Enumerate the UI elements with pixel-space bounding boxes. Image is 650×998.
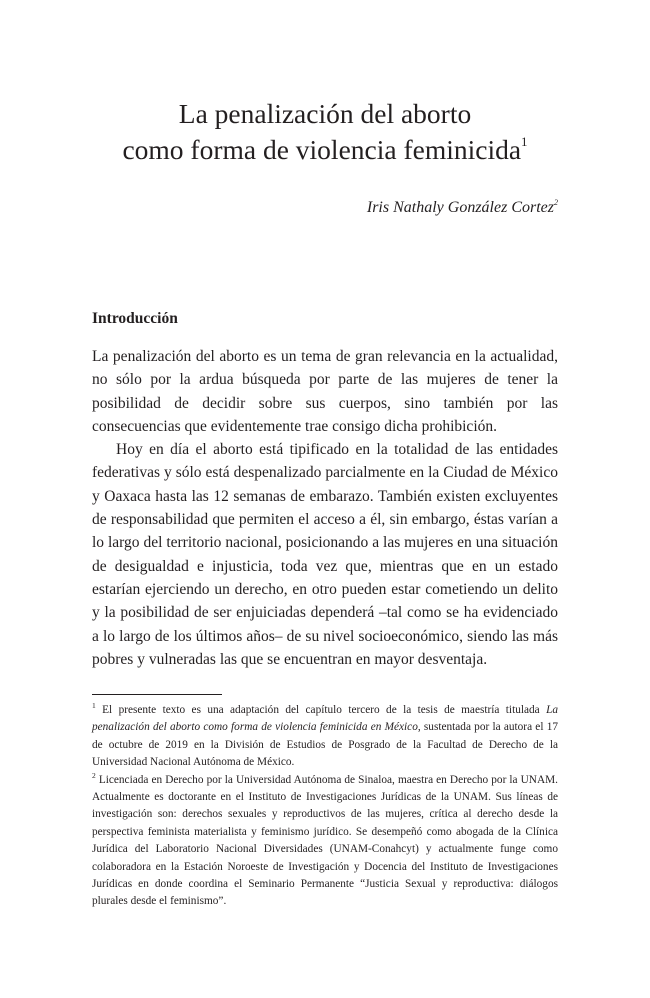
footnote-2-text: Licenciada en Derecho por la Universidad Autónoma de Sinaloa, maestra en Derecho por la UNAM. Actualmente es doctorante en el Instituto de Investigaciones Jurídicas de la UNAM. Sus líneas de investigación son: derechos sexuales y reproductivos de las mujeres, crítica al derecho desde la perspectiva feminista materialista y feminismo jurídico. Se desempeñó como abogada de la Clínica Jurídica del Laboratorio Nacional Diversidades (UNAM-Conahcyt) y actualmente funge como colaboradora en la Estación Noroeste de Investigación y Docencia del Instituto de Investigaciones Jurídicas en donde coordina el Seminario Permanente “Justicia Sexual y reproductiva: diálogos plurales desde el feminismo”. <box>92 773 558 908</box>
author-footnote-mark[interactable]: 2 <box>554 198 558 207</box>
footnote-1-mark: 1 <box>92 701 96 710</box>
title-line-2: como forma de violencia feminicida <box>122 134 522 165</box>
body-paragraph-2: Hoy en día el aborto está tipificado en la totalidad de las entidades federativas y sólo está despenalizado parcialmente en la Ciudad de México y Oaxaca hasta las 12 semanas de embarazo. También existen excluyentes de responsabilidad que permiten el acceso a él, sin embargo, éstas varían a lo largo del territorio nacional, posicionando a las mujeres en una situación de desigualdad e injusticia, toda vez que, mientras que en un estado estarían ejerciendo un derecho, en otro pueden estar cometiendo un delito y la posibilidad de ser enjuiciadas dependerá –tal como se ha evidenciado a lo largo de los últimos años– de su nivel socioeconómico, siendo las más pobres y vulneradas las que se encuentran en mayor desventaja. <box>92 441 558 668</box>
author-name: Iris Nathaly González Cortez <box>366 199 554 216</box>
author-byline <box>367 197 558 219</box>
footnote-1-text-before: El presente texto es una adaptación del capítulo tercero de la tesis de maestría titulada <box>102 704 540 716</box>
footnote-1-text-after: , sustentada por la autora el 17 de octubre de 2019 en la División de Estudios de Posgrado de la Facultad de Derecho de la Universidad Nacional Autónoma de México. <box>92 721 558 769</box>
title-footnote-mark[interactable]: 1 <box>521 134 528 149</box>
footnote-1 <box>92 702 558 772</box>
footnote-2 <box>92 772 558 911</box>
footnote-1-thesis-title: La penalización del aborto como forma de violencia feminicida en México <box>92 704 559 734</box>
title-line-1: La penalización del aborto <box>178 98 472 129</box>
footnote-separator <box>92 694 222 695</box>
body-paragraph-1: La penalización del aborto es un tema de gran relevancia en la actualidad, no sólo por la ardua búsqueda por parte de las mujeres de tener la posibilidad de decidir sobre sus cuerpos, sino también por las consecuencias que evidentemente trae consigo dicha prohibición. <box>92 348 558 435</box>
body-text <box>92 345 558 671</box>
footnote-2-mark: 2 <box>92 770 96 780</box>
chapter-title <box>60 96 590 168</box>
section-heading: Introducción <box>92 310 178 327</box>
footnotes <box>92 702 558 911</box>
